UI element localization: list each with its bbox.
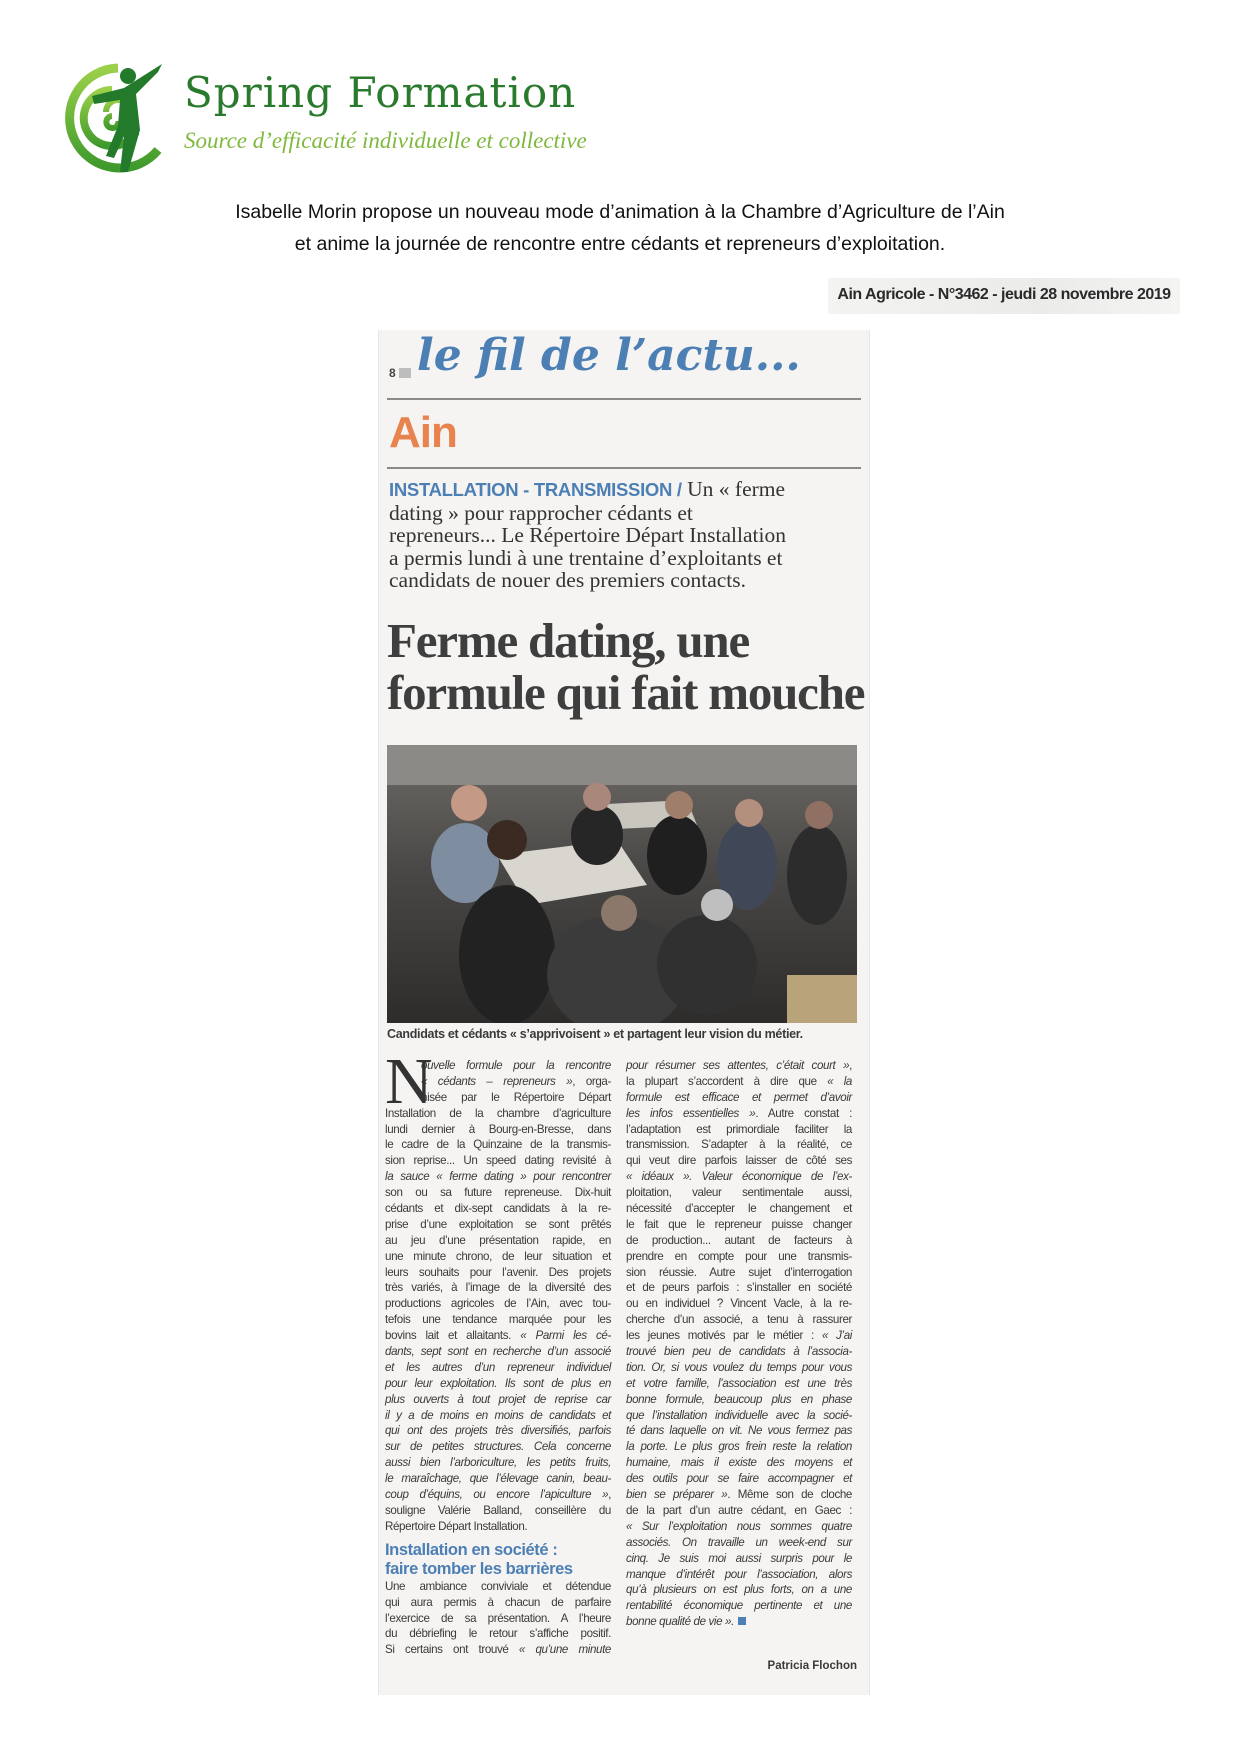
subheading xyxy=(385,1541,611,1579)
text-segment: qu’à plusieurs on est plus forts, on a une xyxy=(626,1583,852,1597)
text-segment: , xyxy=(608,1488,611,1502)
column-text xyxy=(626,1058,852,1630)
text-line xyxy=(626,1137,852,1153)
text-segment: coup d’équins, ou encore l’apiculture » xyxy=(385,1488,609,1502)
text-line xyxy=(626,1122,852,1138)
text-segment: au jeu d’une présentation rapide, en xyxy=(385,1233,611,1247)
headline-line: Ferme dating, une xyxy=(387,613,750,668)
text-segment: , xyxy=(849,1059,852,1072)
author-byline: Patricia Flochon xyxy=(767,1660,857,1672)
text-segment: de production... autant de facteurs à xyxy=(626,1233,852,1247)
article-column-left xyxy=(385,1045,611,1658)
text-segment: ploitation, valeur sentimentale aussi, xyxy=(626,1186,852,1200)
text-line xyxy=(385,1579,611,1595)
text-line xyxy=(626,1503,852,1519)
text-segment: du débriefing le retour s’affiche positif. xyxy=(385,1627,611,1641)
standfirst-line: a permis lundi à une trentaine d’exploitants et xyxy=(389,545,783,570)
text-segment: et de peurs parfois : s’installer en société xyxy=(626,1281,852,1295)
text-line xyxy=(385,1595,611,1611)
intro-text xyxy=(0,196,1240,260)
text-segment: trouvé bien peu de candidats à l’associa- xyxy=(626,1345,852,1359)
text-segment: prise d’une exploitation se sont prêtés xyxy=(385,1217,611,1231)
text-segment: souligne Valérie Balland, conseillère du xyxy=(385,1503,611,1517)
text-segment: le fait que le repreneur puisse changer xyxy=(626,1217,852,1231)
article-standfirst xyxy=(389,478,859,592)
text-segment: « cédants – repreneurs » xyxy=(421,1074,573,1088)
text-line xyxy=(626,1249,852,1265)
text-segment: plus ouverts à tout projet de reprise car xyxy=(385,1392,611,1406)
text-line xyxy=(385,1137,611,1153)
column-text xyxy=(385,1058,611,1535)
text-segment: Installation de la chambre d’agriculture xyxy=(385,1106,611,1120)
text-segment: le cadre de la Quinzaine de la transmis- xyxy=(385,1138,611,1152)
text-segment: Une ambiance conviviale et détendue xyxy=(385,1579,611,1593)
standfirst-line: repreneurs... Le Répertoire Départ Installation xyxy=(389,523,786,547)
text-line xyxy=(626,1233,852,1249)
text-line xyxy=(626,1423,852,1439)
standfirst-line: Un « ferme xyxy=(681,477,786,501)
text-segment: son ou sa future repreneuse. Dix-huit xyxy=(385,1186,611,1200)
text-segment: nisée par le Répertoire Départ xyxy=(421,1090,611,1104)
text-segment: ouvelle formule pour la rencontre xyxy=(421,1059,611,1072)
newspaper-clipping xyxy=(378,330,870,1695)
text-segment: les infos essentielles » xyxy=(626,1106,756,1120)
text-segment: cinq. Je suis moi aussi surpris pour le xyxy=(626,1551,852,1565)
headline-line: formule qui fait mouche xyxy=(387,665,865,720)
text-segment: et votre famille, l’association est une très xyxy=(626,1376,852,1390)
text-segment: qui ont des projets très diversifiés, parfois xyxy=(385,1424,611,1438)
text-line xyxy=(626,1487,852,1503)
text-line xyxy=(626,1360,852,1376)
text-segment: dants, sept sont en recherche d’un associé xyxy=(385,1345,611,1359)
text-line xyxy=(626,1376,852,1392)
article-photo xyxy=(387,745,857,1023)
text-line xyxy=(385,1487,611,1503)
text-segment: le maraîchage, que l’élevage canin, beau- xyxy=(385,1472,611,1486)
text-segment: productions agricoles de l’Ain, avec tou- xyxy=(385,1297,611,1311)
text-segment: . Autre constat : xyxy=(755,1106,852,1120)
text-line xyxy=(626,1153,852,1169)
text-line xyxy=(385,1408,611,1424)
text-segment: bovins lait et allaitants. xyxy=(385,1329,521,1343)
text-segment: « la xyxy=(827,1074,852,1088)
text-segment: leurs souhaits pour l’avenir. Des projets xyxy=(385,1265,611,1279)
text-segment: té dans laquelle on vit. Ne vous fermez pas xyxy=(626,1424,852,1438)
article-kicker: INSTALLATION - TRANSMISSION / xyxy=(389,479,682,500)
text-line xyxy=(626,1058,852,1074)
text-line xyxy=(385,1455,611,1471)
text-line xyxy=(626,1471,852,1487)
text-line xyxy=(626,1217,852,1233)
text-line xyxy=(385,1626,611,1642)
text-segment: l’adaptation est primordiale faciliter la xyxy=(626,1122,852,1136)
text-line xyxy=(626,1090,852,1106)
text-line xyxy=(385,1249,611,1265)
text-segment: , orga- xyxy=(572,1074,611,1088)
text-line xyxy=(385,1503,611,1519)
text-segment: « Sur l’exploitation nous sommes quatre xyxy=(626,1519,852,1533)
text-line xyxy=(385,1519,611,1535)
text-line xyxy=(385,1296,611,1312)
text-segment: la porte. Le plus gros frein reste la relation xyxy=(626,1440,852,1454)
drop-cap: N xyxy=(385,1045,433,1118)
text-line xyxy=(626,1312,852,1328)
text-line xyxy=(385,1471,611,1487)
text-segment: de la part d’un autre cédant, en Gaec : xyxy=(626,1503,852,1517)
text-line xyxy=(626,1106,852,1122)
text-line xyxy=(626,1567,852,1583)
text-segment: humaine, mais il existe des moyens et xyxy=(626,1456,852,1470)
text-segment: la plupart s’accordent à dire que xyxy=(626,1074,828,1088)
text-segment: formule est efficace et permet d’avoir xyxy=(626,1090,852,1104)
text-segment: Répertoire Départ Installation. xyxy=(385,1519,528,1533)
text-segment: que l’installation individuelle avec la socié- xyxy=(626,1408,852,1422)
column-text xyxy=(385,1579,611,1658)
text-line xyxy=(626,1392,852,1408)
text-line xyxy=(385,1344,611,1360)
newspaper-source xyxy=(828,278,1180,314)
text-segment: nécessité d’accepter le changement et xyxy=(626,1202,852,1216)
text-line xyxy=(385,1642,611,1658)
section-title: le fil de l’actu... xyxy=(417,330,801,381)
intro-line: et anime la journée de rencontre entre cédants et repreneurs d’exploitation. xyxy=(294,233,946,255)
text-line xyxy=(626,1328,852,1344)
text-segment: ou en individuel ? Vincent Vacle, à la re- xyxy=(626,1297,852,1311)
brand-tagline: Source d’efficacité individuelle et collective xyxy=(184,128,587,153)
text-segment: aussi bien l’arboriculture, les petits fruits, xyxy=(385,1456,611,1470)
text-segment: « J’ai xyxy=(821,1329,852,1343)
page-number: 8 xyxy=(389,366,396,380)
divider xyxy=(387,398,861,400)
text-line xyxy=(385,1312,611,1328)
text-segment: prendre en compte pour une transmis- xyxy=(626,1249,852,1263)
text-line xyxy=(385,1360,611,1376)
subheading-line: faire tomber les barrières xyxy=(385,1559,573,1578)
text-segment: tefois une tendance marquée pour les xyxy=(385,1313,611,1327)
text-segment: cherche d’un associé, a tenu à rassurer xyxy=(626,1313,852,1327)
text-segment: rentabilité économique pertinente et une xyxy=(626,1599,852,1613)
text-line xyxy=(626,1280,852,1296)
text-segment: . Même son de cloche xyxy=(727,1488,852,1502)
text-line xyxy=(385,1122,611,1138)
text-segment: bonne formule, beaucoup plus en phase xyxy=(626,1392,852,1406)
text-segment: très variés, à l’image de la diversité des xyxy=(385,1281,611,1295)
text-segment: tion. Or, si vous voulez du temps pour vous xyxy=(626,1360,852,1374)
text-segment: sur de petites structures. Cela concerne xyxy=(385,1440,611,1454)
text-segment: sion réussie. Autre sujet d’interrogation xyxy=(626,1265,852,1279)
text-line xyxy=(385,1439,611,1455)
text-line xyxy=(626,1535,852,1551)
text-line xyxy=(626,1169,852,1185)
text-segment: l’exercice de sa présentation. A l’heure xyxy=(385,1611,611,1625)
text-segment: « qu’une minute xyxy=(518,1643,611,1657)
intro-line: Isabelle Morin propose un nouveau mode d’animation à la Chambre d’Agriculture de l’Ain xyxy=(235,201,1005,223)
standfirst-line: dating » pour rapprocher cédants et xyxy=(389,500,693,525)
text-line xyxy=(385,1153,611,1169)
text-segment: les jeunes motivés par le métier : xyxy=(626,1329,822,1343)
text-line xyxy=(385,1233,611,1249)
text-line xyxy=(626,1201,852,1217)
text-line xyxy=(626,1519,852,1535)
text-line xyxy=(385,1217,611,1233)
text-segment: qui veut dire parfois laisser de côté ses xyxy=(626,1154,852,1168)
text-line xyxy=(385,1185,611,1201)
text-segment: transmission. S’adapter à la réalité, ce xyxy=(626,1138,852,1152)
text-line xyxy=(626,1455,852,1471)
text-line xyxy=(385,1280,611,1296)
page-marker xyxy=(399,368,411,378)
text-segment: des outils pour se faire accompagner et xyxy=(626,1472,852,1486)
text-segment: lundi dernier à Bourg-en-Bresse, dans xyxy=(385,1122,611,1136)
text-line xyxy=(626,1614,852,1630)
text-segment: sion reprise... Un speed dating revisité à xyxy=(385,1154,611,1168)
text-segment: pour leur exploitation. Ils sont de plus en xyxy=(385,1376,611,1390)
text-segment: « idéaux ». Valeur économique de l’ex- xyxy=(626,1170,852,1184)
text-segment: et les autres d’un repreneur individuel xyxy=(385,1360,611,1374)
text-line xyxy=(626,1439,852,1455)
text-line xyxy=(385,1423,611,1439)
text-segment: qui aura permis à chacun de parfaire xyxy=(385,1595,611,1609)
text-segment: pour résumer ses attentes, c’était court » xyxy=(626,1059,850,1072)
text-segment: associés. On travaille un week-end sur xyxy=(626,1535,852,1549)
text-line xyxy=(626,1265,852,1281)
text-line xyxy=(626,1344,852,1360)
text-segment: une minute chrono, de leur situation et xyxy=(385,1249,611,1263)
text-line xyxy=(385,1265,611,1281)
text-line xyxy=(626,1582,852,1598)
spring-formation-logo-icon xyxy=(62,60,174,175)
text-segment: « Parmi les cé- xyxy=(520,1329,611,1343)
region-title: Ain xyxy=(389,408,457,457)
text-segment: la sauce « ferme dating » pour rencontrer xyxy=(385,1170,611,1184)
text-line xyxy=(626,1598,852,1614)
text-segment: bonne qualité de vie ». xyxy=(626,1615,734,1629)
text-segment: il y a de moins en moins de candidats et xyxy=(385,1408,611,1422)
end-of-article-mark xyxy=(738,1617,746,1625)
text-line xyxy=(626,1296,852,1312)
text-line xyxy=(385,1328,611,1344)
text-line xyxy=(385,1169,611,1185)
photo-caption: Candidats et cédants « s’apprivoisent » et partagent leur vision du métier. xyxy=(387,1027,803,1041)
text-line xyxy=(385,1201,611,1217)
text-line xyxy=(626,1551,852,1567)
text-line xyxy=(385,1392,611,1408)
text-line xyxy=(626,1408,852,1424)
text-line xyxy=(385,1376,611,1392)
divider xyxy=(387,467,861,469)
brand-title: Spring Formation xyxy=(184,68,577,117)
text-line xyxy=(626,1185,852,1201)
text-segment: cédants et dix-sept candidats à la re- xyxy=(385,1202,611,1216)
text-line xyxy=(626,1074,852,1090)
text-segment: bien se préparer » xyxy=(626,1488,728,1502)
article-headline xyxy=(387,615,864,719)
text-segment: manque d’intérêt pour l’association, alors xyxy=(626,1567,852,1581)
text-line xyxy=(385,1611,611,1627)
standfirst-line: candidats de nouer des premiers contacts. xyxy=(389,568,747,592)
subheading-line: Installation en société : xyxy=(385,1540,558,1559)
source-label: Ain Agricole - N°3462 - jeudi 28 novembre 2019 xyxy=(837,286,1171,303)
article-column-right xyxy=(626,1058,852,1630)
text-segment: Si certains ont trouvé xyxy=(385,1643,519,1657)
